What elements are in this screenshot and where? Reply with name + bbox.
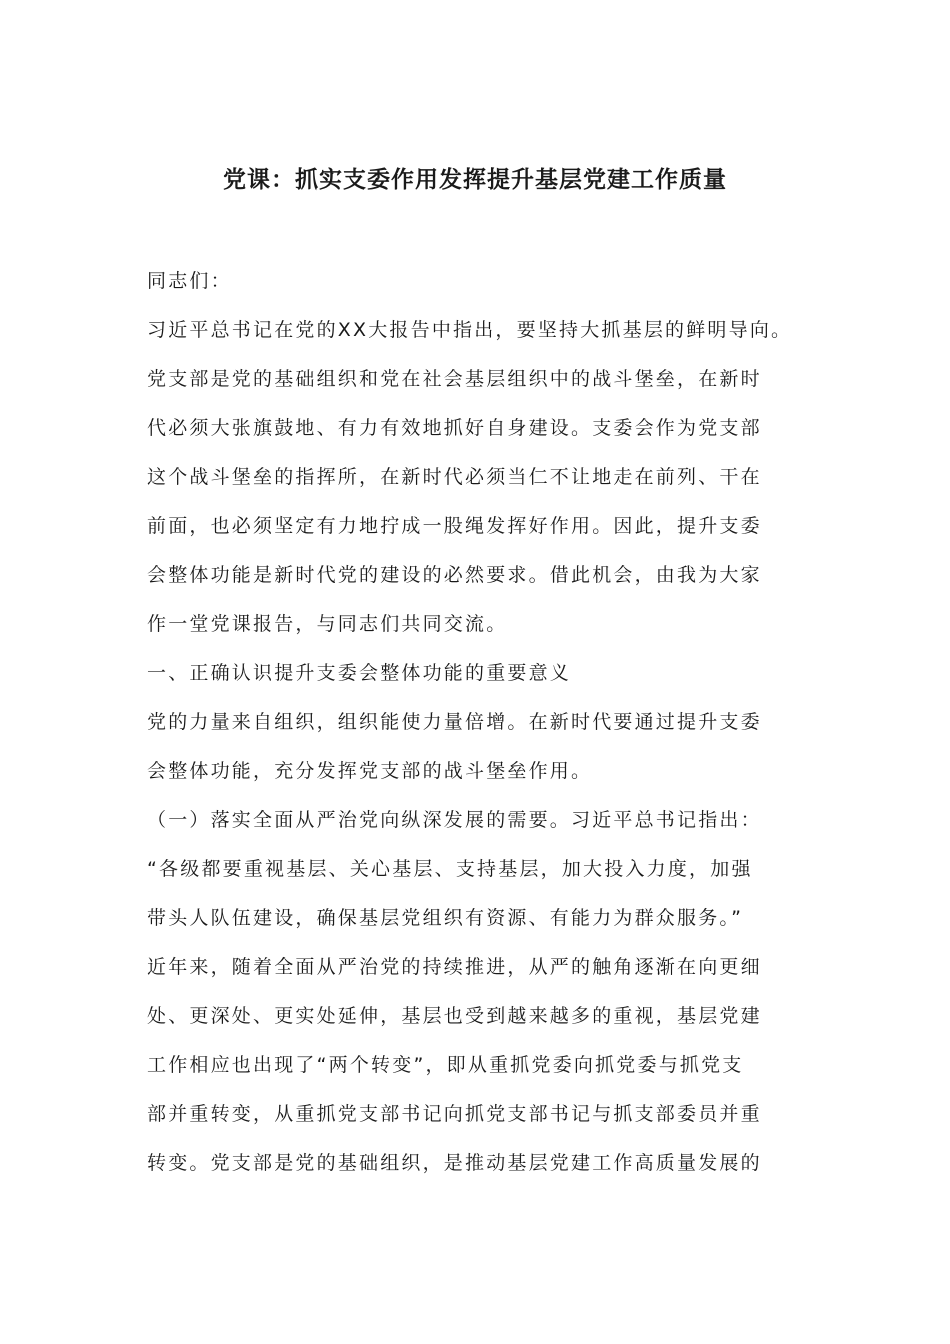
body-line: “各级都要重视基层、关心基层、支持基层，加大投入力度，加强 xyxy=(147,858,753,880)
body-line: 转变。党支部是党的基础组织，是推动基层党建工作高质量发展的 xyxy=(147,1152,762,1174)
document-title: 党课：抓实支委作用发挥提升基层党建工作质量 xyxy=(223,166,727,193)
body-line: 部并重转变，从重抓党支部书记向抓党支部书记与抓支部委员并重 xyxy=(147,1103,762,1125)
body-line-salutation: 同志们： xyxy=(147,270,232,292)
body-line: 会整体功能，充分发挥党支部的战斗堡垒作用。 xyxy=(147,760,593,782)
subsection-heading: （一）落实全面从严治党向纵深发展的需要。习近平总书记指出： xyxy=(147,809,762,831)
body-line: 党支部是党的基础组织和党在社会基层组织中的战斗堡垒，在新时 xyxy=(147,368,762,390)
body-line: 前面，也必须坚定有力地拧成一股绳发挥好作用。因此，提升支委 xyxy=(147,515,762,537)
body-line: 这个战斗堡垒的指挥所，在新时代必须当仁不让地走在前列、干在 xyxy=(147,466,762,488)
document-body xyxy=(147,257,827,1188)
body-line: 作一堂党课报告，与同志们共同交流。 xyxy=(147,613,508,635)
body-line: 代必须大张旗鼓地、有力有效地抓好自身建设。支委会作为党支部 xyxy=(147,417,762,439)
body-line: 处、更深处、更实处延伸，基层也受到越来越多的重视，基层党建 xyxy=(147,1005,762,1027)
section-heading: 一、正确认识提升支委会整体功能的重要意义 xyxy=(147,662,572,684)
body-line: 习近平总书记在党的XX大报告中指出，要坚持大抓基层的鲜明导向。 xyxy=(147,319,793,341)
body-line: 党的力量来自组织，组织能使力量倍增。在新时代要通过提升支委 xyxy=(147,711,762,733)
body-line: 工作相应也出现了“两个转变”，即从重抓党委向抓党委与抓党支 xyxy=(147,1054,744,1076)
body-line: 带头人队伍建设，确保基层党组织有资源、有能力为群众服务。” xyxy=(147,907,744,929)
body-line: 会整体功能是新时代党的建设的必然要求。借此机会，由我为大家 xyxy=(147,564,762,586)
body-line: 近年来，随着全面从严治党的持续推进，从严的触角逐渐在向更细 xyxy=(147,956,762,978)
